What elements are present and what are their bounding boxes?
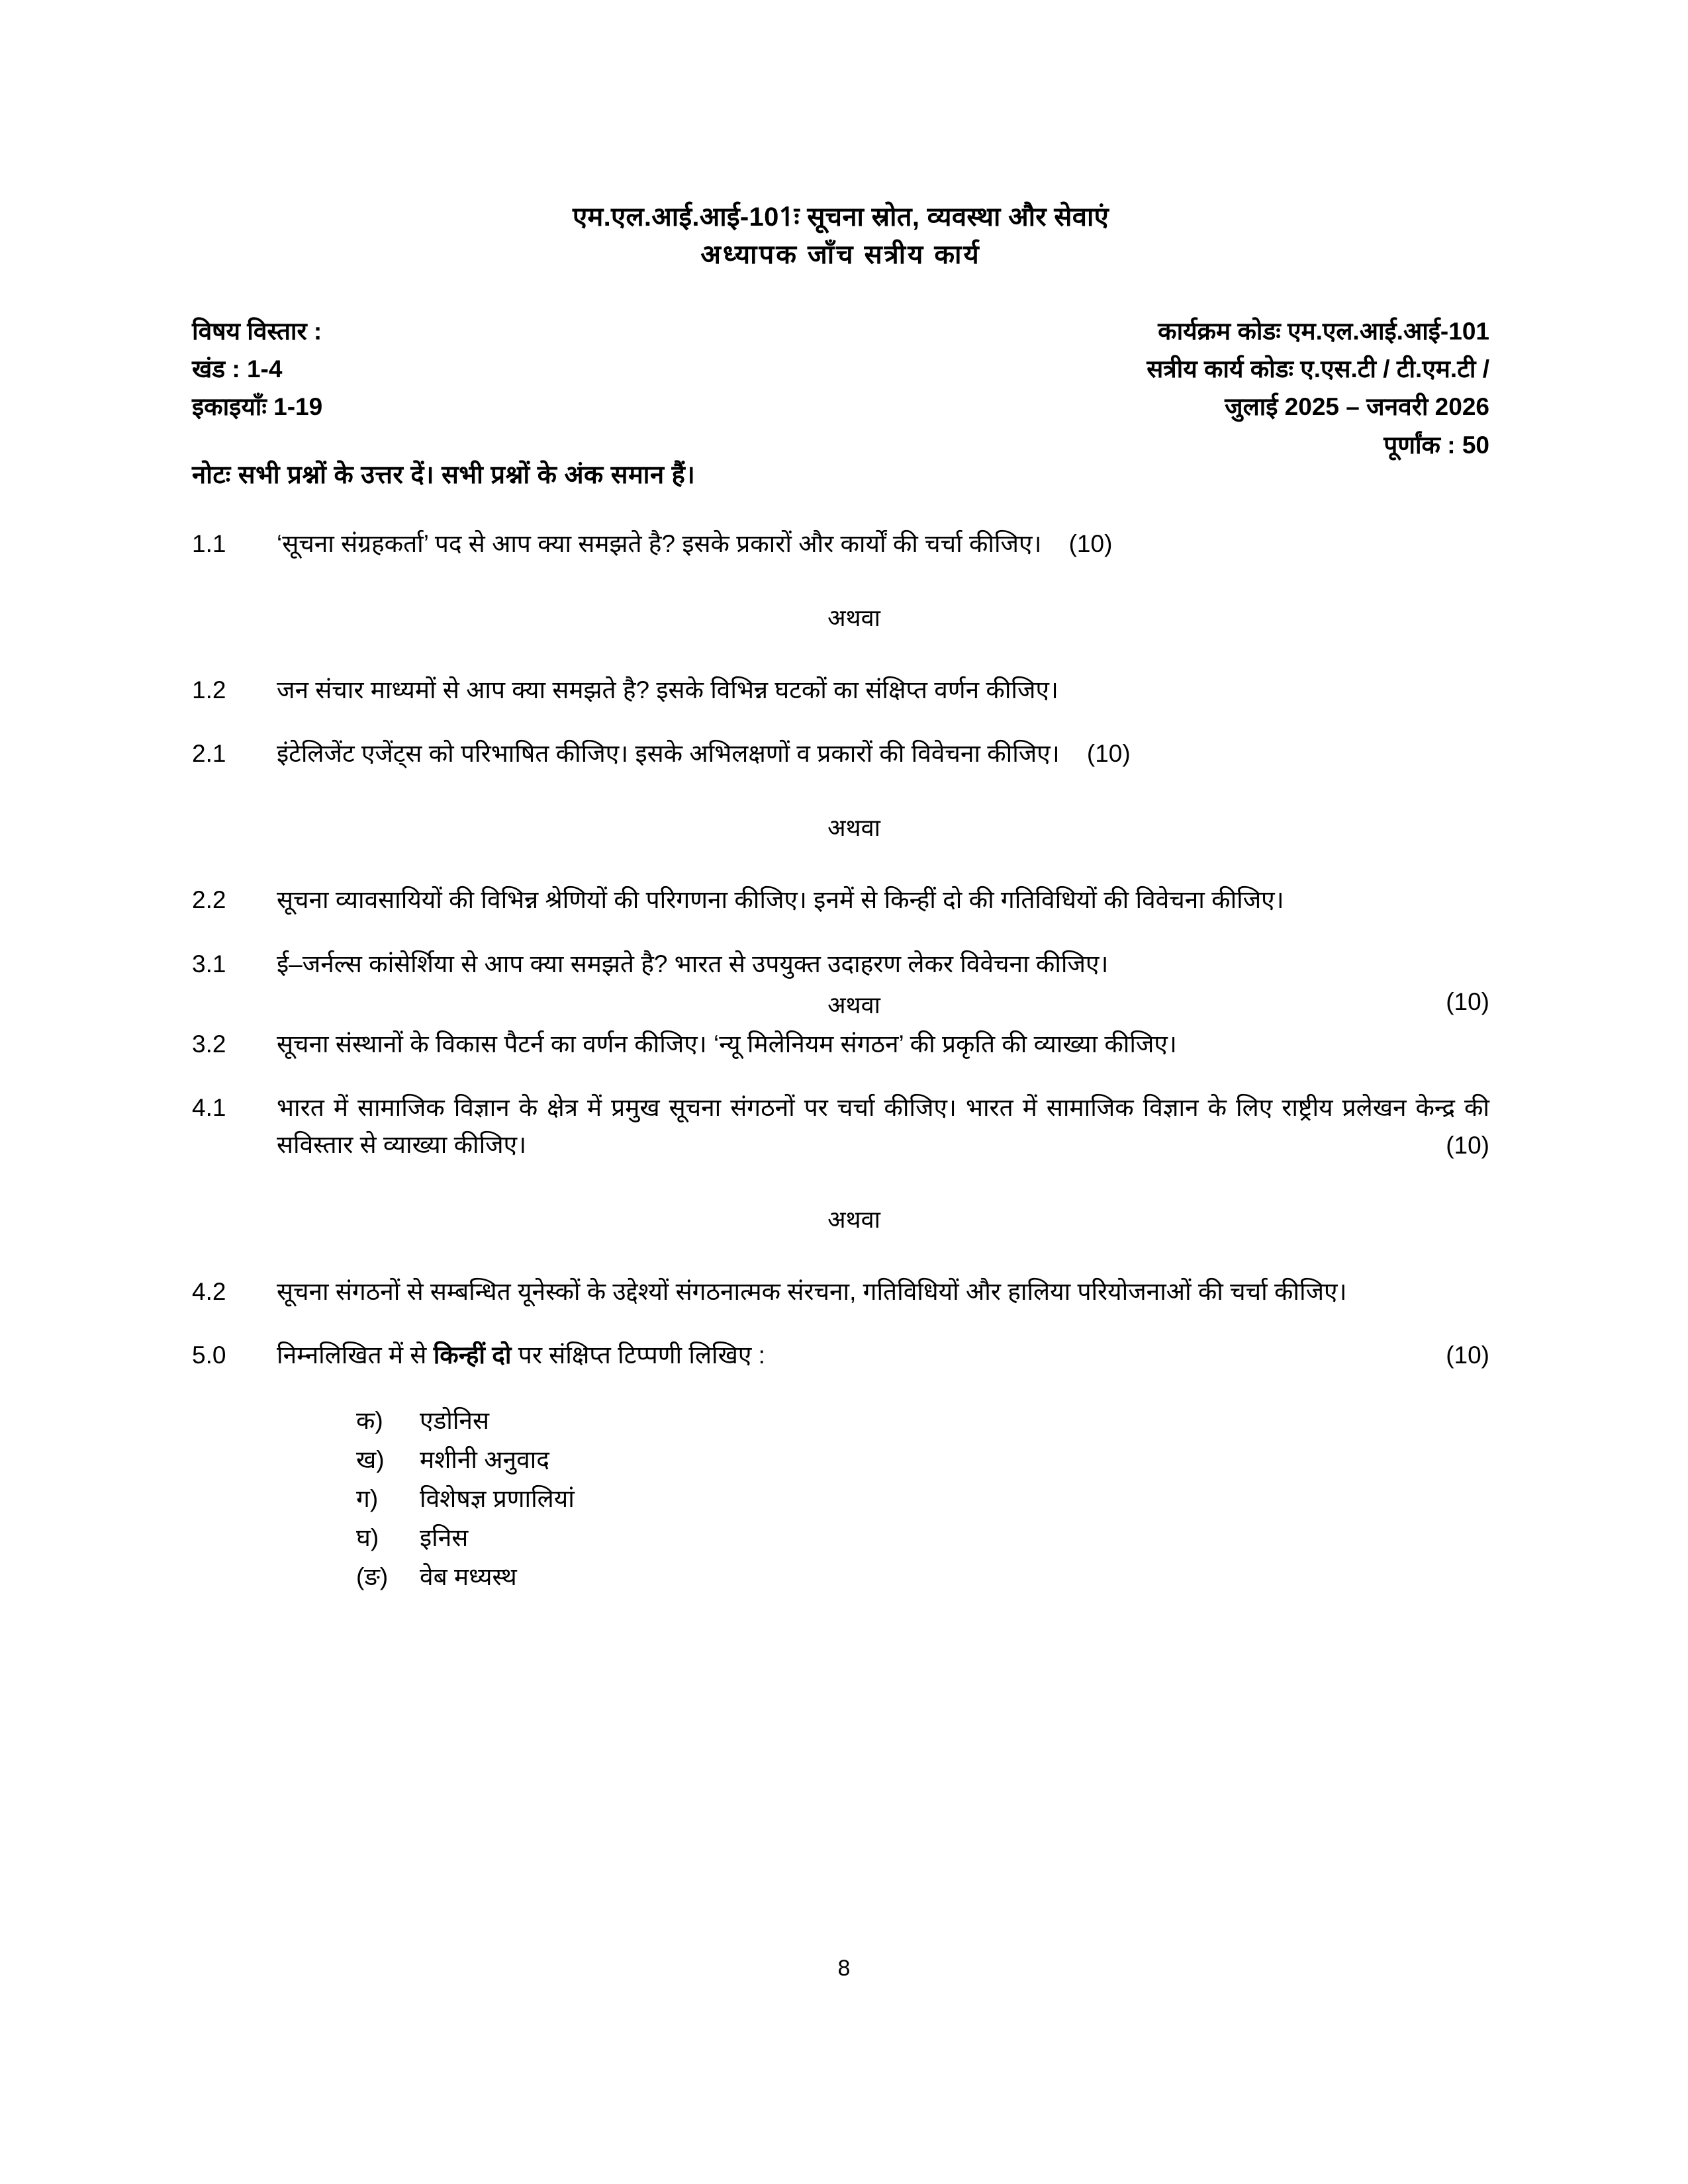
question-number: 3.2 [192,1030,226,1058]
question-4-2 [192,1273,1489,1310]
question-3-2 [192,1026,1489,1063]
meta-label-course-extent: विषय विस्तार : [192,317,322,345]
question-number: 2.1 [192,740,226,768]
question-marks: (10) [1446,987,1489,1015]
question-marks: (10) [1446,1341,1489,1369]
page-number: 8 [837,1956,851,1981]
question-number: 4.1 [192,1094,226,1122]
question-text: ई–जर्नल्स कांसेर्शिया से आप क्या समझते है? भारत से उपयुक्त उदाहरण लेकर विवेचना कीजिए। [277,950,1109,978]
list-item [356,1484,1489,1514]
sub-item-label: मशीनी अनुवाद [420,1446,549,1474]
spacer [192,1021,1489,1026]
instructions-note: नोटः सभी प्रश्नों के उत्तर दें। सभी प्रश्नों के अंक समान हैं। [192,461,696,489]
question-text: ‘सूचना संग्रहकर्ता’ पद से आप क्या समझते है? इसके प्रकारों और कार्यों की चर्चा कीजिए। [277,529,1042,557]
meta-session-period: जुलाई 2025 – जनवरी 2026 [1225,393,1489,421]
question-text-suffix: पर संक्षिप्त टिप्पणी लिखिए : [511,1341,765,1369]
sub-item-label: इनिस [420,1524,469,1552]
question-4-1 [192,1089,1489,1163]
spacer [192,772,1489,811]
question-1-1 [192,525,1489,563]
sub-item-marker: ग) [356,1485,379,1513]
meta-right-column [708,312,1489,464]
question-body [277,735,1489,772]
sub-item-marker: घ) [356,1524,379,1552]
question-text: सूचना संगठनों से सम्बन्धित यूनेस्कों के उद्देश्यों संगठनात्मक संरचना, गतिविधियों और हालिया परियोजनाओं की चर्चा कीजिए। [277,1277,1347,1305]
question-marks: (10) [1068,529,1113,557]
question-text-emphasis: किन्हीं दो [433,1341,512,1369]
question-5-sub-items [192,1406,1489,1592]
question-marks: (10) [1086,740,1131,768]
sub-item-label: एडोनिस [420,1406,489,1434]
spacer [192,633,1489,672]
question-text: सूचना संस्थानों के विकास पैटर्न का वर्णन कीजिए। ‘न्यू मिलेनियम संगठन’ की प्रकृति की व्याख्या कीजिए। [277,1030,1177,1058]
question-number: 5.0 [192,1341,226,1369]
meta-value-block: 1-4 [246,355,283,383]
spacer [192,983,1489,988]
or-separator-2: अथवा [827,814,880,842]
assignment-meta [192,312,1489,459]
meta-label-units: इकाइयाँः [192,393,267,421]
sub-item-marker: ख) [356,1446,385,1474]
question-5-0 [192,1337,1489,1374]
question-1-2 [192,672,1489,709]
question-body [277,882,1489,919]
question-text: भारत में सामाजिक विज्ञान के क्षेत्र में प्रमुख सूचना संगठनों पर चर्चा कीजिए। भारत में सामाजिक विज्ञान के लिए राष्ट्रीय प्रलेखन केन्द्र की सविस्तार से व्याख्या कीजिए। [277,1094,1489,1159]
spacer [192,1235,1489,1273]
question-text-prefix: निम्नलिखित में से [277,1341,434,1369]
sub-item-label: विशेषज्ञ प्रणालियां [420,1485,575,1513]
document-title-block [192,199,1489,274]
question-number: 2.2 [192,886,226,914]
question-body [277,1026,1489,1063]
spacer [192,563,1489,601]
sub-item-label: वेब मध्यस्थ [420,1563,517,1591]
sub-item-marker: (ङ) [356,1563,389,1591]
question-body [277,525,1489,563]
spacer [192,709,1489,735]
question-number: 3.1 [192,950,226,978]
spacer [192,1310,1489,1337]
list-item [356,1523,1489,1553]
question-body [277,1089,1489,1163]
page-title: एम.एल.आई.आई-101ः सूचना स्रोत, व्यवस्था और सेवाएं [572,203,1109,232]
meta-row-units [192,388,616,426]
question-number: 4.2 [192,1277,226,1305]
meta-value-units: 1-19 [273,393,323,421]
meta-left-column [192,312,616,426]
meta-total-marks: पूर्णांक : 50 [1383,431,1489,459]
page-footer [0,1956,1688,1981]
sub-item-marker: क) [356,1406,383,1434]
question-2-2 [192,882,1489,919]
question-list [192,525,1489,1592]
spacer [192,843,1489,882]
page-subtitle: अध्यापक जाँच सत्रीय कार्य [700,240,981,269]
question-number: 1.1 [192,529,226,557]
question-number: 1.2 [192,676,226,704]
spacer [192,1063,1489,1089]
page-content [192,0,1489,1602]
question-2-1 [192,735,1489,772]
spacer [192,1164,1489,1203]
question-body [277,672,1489,709]
list-item [356,1406,1489,1435]
or-separator-3: अथवा [827,991,880,1019]
question-text: सूचना व्यावसायियों की विभिन्न श्रेणियों की परिगणना कीजिए। इनमें से किन्हीं दो की गतिविधियों की विवेचना कीजिए। [277,886,1284,914]
question-marks: (10) [1446,1132,1489,1160]
or-separator-4: अथवा [827,1205,880,1233]
list-item [356,1445,1489,1475]
list-item [356,1562,1489,1592]
question-text: इंटेलिजेंट एजेंट्स को परिभाषित कीजिए। इसके अभिलक्षणों व प्रकारों की विवेचना कीजिए। [277,740,1060,768]
spacer [192,919,1489,946]
question-body [277,1273,1489,1310]
or-separator-1: अथवा [827,604,880,631]
meta-row-block [192,350,616,388]
meta-assignment-code: सत्रीय कार्य कोडः ए.एस.टी / टी.एम.टी / [1147,355,1489,383]
meta-program-code: कार्यक्रम कोडः एम.एल.आई.आई-101 [1158,317,1489,345]
question-text: जन संचार माध्यमों से आप क्या समझते है? इसके विभिन्न घटकों का संक्षिप्त वर्णन कीजिए। [277,676,1058,704]
question-body [277,1337,1489,1374]
question-text [277,1342,765,1369]
meta-label-block: खंड : [192,355,240,383]
meta-row-course-extent [192,312,616,350]
